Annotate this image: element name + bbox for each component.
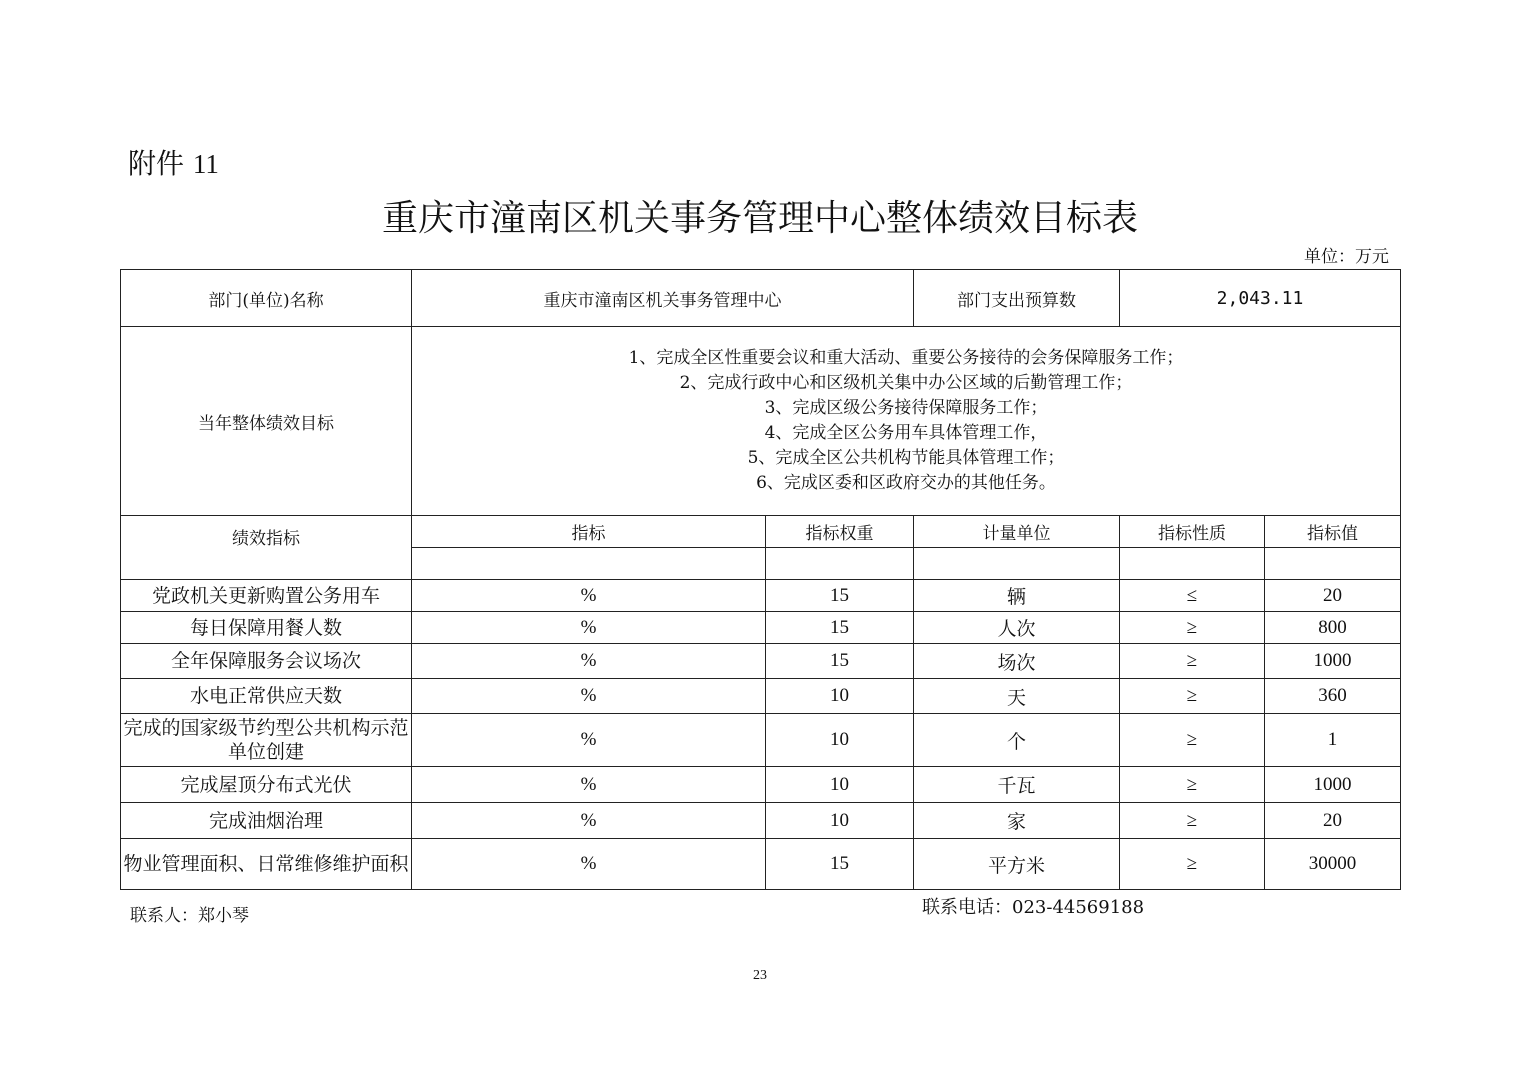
- page-number: 23: [753, 968, 767, 983]
- weight-cell: 15: [766, 644, 914, 679]
- nature-cell: ≥: [1120, 803, 1265, 839]
- value-cell: 800: [1265, 612, 1401, 644]
- goal-item: 1、完成全区性重要会议和重大活动、重要公务接待的会务保障服务工作；: [628, 348, 1184, 368]
- indicator-name-cell: 完成的国家级节约型公共机构示范单位创建: [121, 714, 412, 767]
- budget-label-cell: 部门支出预算数: [914, 270, 1120, 327]
- budget-value-cell: 2,043.11: [1120, 270, 1401, 327]
- empty-cell: [412, 548, 766, 580]
- unit-cell: 场次: [914, 644, 1120, 679]
- table-row: [121, 679, 1401, 714]
- table-row: [121, 839, 1401, 890]
- indicator-name-cell: 每日保障用餐人数: [121, 612, 412, 644]
- unit-cell: 个: [914, 714, 1120, 767]
- column-header-nature: 指标性质: [1120, 516, 1265, 548]
- indicator-cell: %: [412, 714, 766, 767]
- nature-cell: ≥: [1120, 839, 1265, 890]
- unit-cell: 千瓦: [914, 767, 1120, 803]
- indicator-name-cell: 完成屋顶分布式光伏: [121, 767, 412, 803]
- weight-cell: 10: [766, 679, 914, 714]
- weight-cell: 10: [766, 803, 914, 839]
- goal-item: 4、完成全区公务用车具体管理工作，: [764, 423, 1048, 443]
- indicator-cell: %: [412, 644, 766, 679]
- dept-label-cell: 部门(单位)名称: [121, 270, 412, 327]
- nature-cell: ≥: [1120, 767, 1265, 803]
- indicator-header-row: [121, 516, 1401, 548]
- value-cell: 1000: [1265, 644, 1401, 679]
- table-row: [121, 644, 1401, 679]
- weight-cell: 15: [766, 612, 914, 644]
- annex-number: 11: [192, 149, 219, 179]
- column-header-value: 指标值: [1265, 516, 1401, 548]
- annex-text: 附件: [128, 147, 185, 180]
- indicator-name-cell: 党政机关更新购置公务用车: [121, 580, 412, 612]
- unit-cell: 家: [914, 803, 1120, 839]
- column-header-unit: 计量单位: [914, 516, 1120, 548]
- nature-cell: ≥: [1120, 644, 1265, 679]
- nature-cell: ≥: [1120, 714, 1265, 767]
- indicator-cell: %: [412, 767, 766, 803]
- unit-label: 单位：万元: [1304, 247, 1389, 267]
- unit-cell: 天: [914, 679, 1120, 714]
- indicator-name-cell: 物业管理面积、日常维修维护面积: [121, 839, 412, 890]
- page-title: 重庆市潼南区机关事务管理中心整体绩效目标表: [381, 198, 1138, 239]
- unit-cell: 人次: [914, 612, 1120, 644]
- indicator-cell: %: [412, 803, 766, 839]
- indicator-name-cell: 全年保障服务会议场次: [121, 644, 412, 679]
- value-cell: 20: [1265, 803, 1401, 839]
- empty-cell: [766, 548, 914, 580]
- table-row: [121, 612, 1401, 644]
- indicator-cell: %: [412, 612, 766, 644]
- value-cell: 1000: [1265, 767, 1401, 803]
- annex-label: [128, 142, 219, 182]
- value-cell: 360: [1265, 679, 1401, 714]
- table-row: [121, 714, 1401, 767]
- contact-person: 联系人：郑小琴: [130, 906, 249, 926]
- goal-item: 5、完成全区公共机构节能具体管理工作；: [747, 448, 1065, 468]
- nature-cell: ≤: [1120, 580, 1265, 612]
- indicator-name-cell: 水电正常供应天数: [121, 679, 412, 714]
- goal-item: 2、完成行政中心和区级机关集中办公区域的后勤管理工作；: [679, 373, 1133, 393]
- performance-table: [120, 269, 1401, 890]
- contact-phone: 联系电话：023-44569188: [922, 897, 1145, 918]
- table-row: [121, 803, 1401, 839]
- value-cell: 20: [1265, 580, 1401, 612]
- table-row: [121, 767, 1401, 803]
- weight-cell: 15: [766, 580, 914, 612]
- indicator-label-cell: 绩效指标: [121, 516, 412, 580]
- goals-label-cell: 当年整体绩效目标: [121, 327, 412, 516]
- indicator-cell: %: [412, 839, 766, 890]
- nature-cell: ≥: [1120, 679, 1265, 714]
- weight-cell: 10: [766, 714, 914, 767]
- value-cell: 30000: [1265, 839, 1401, 890]
- goal-item: 6、完成区委和区政府交办的其他任务。: [756, 473, 1056, 493]
- empty-cell: [1120, 548, 1265, 580]
- weight-cell: 15: [766, 839, 914, 890]
- column-header-weight: 指标权重: [766, 516, 914, 548]
- value-cell: 1: [1265, 714, 1401, 767]
- goal-item: 3、完成区级公务接待保障服务工作；: [764, 398, 1048, 418]
- dept-value-cell: 重庆市潼南区机关事务管理中心: [412, 270, 914, 327]
- unit-cell: 辆: [914, 580, 1120, 612]
- nature-cell: ≥: [1120, 612, 1265, 644]
- header-row: [121, 270, 1401, 327]
- column-header-indicator: 指标: [412, 516, 766, 548]
- table-row: [121, 580, 1401, 612]
- empty-cell: [1265, 548, 1401, 580]
- indicator-cell: %: [412, 679, 766, 714]
- unit-cell: 平方米: [914, 839, 1120, 890]
- goals-list: [412, 327, 1401, 516]
- weight-cell: 10: [766, 767, 914, 803]
- indicator-cell: %: [412, 580, 766, 612]
- indicator-name-cell: 完成油烟治理: [121, 803, 412, 839]
- empty-cell: [914, 548, 1120, 580]
- goals-row: [121, 327, 1401, 516]
